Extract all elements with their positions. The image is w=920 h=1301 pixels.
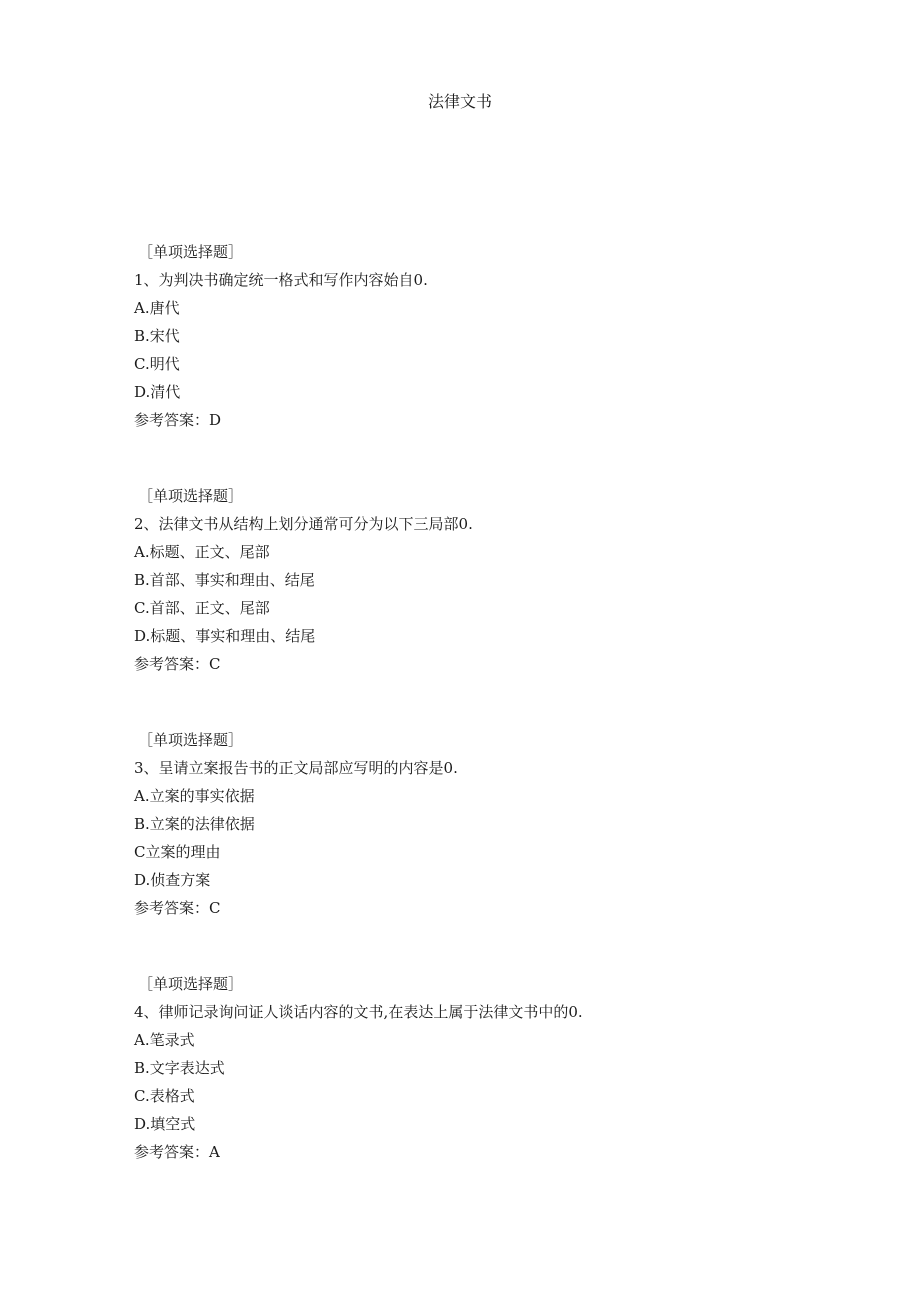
reference-answer: 参考答案：C	[134, 655, 221, 673]
question-type: ［单项选择题］	[138, 243, 244, 261]
option-a: A.唐代	[134, 299, 180, 317]
question-stem: 3、呈请立案报告书的正文局部应写明的内容是0.	[134, 759, 458, 777]
option-a: A.标题、正文、尾部	[134, 543, 270, 561]
option-c: C.表格式	[134, 1087, 195, 1105]
option-d: D.标题、事实和理由、结尾	[134, 627, 316, 645]
reference-answer: 参考答案：C	[134, 899, 221, 917]
document-title: 法律文书	[427, 92, 492, 111]
question-stem: 1、为判决书确定统一格式和写作内容始自0.	[134, 271, 428, 289]
option-c: C.明代	[134, 355, 180, 373]
option-d: D.清代	[134, 383, 181, 401]
option-a: A.笔录式	[134, 1031, 195, 1049]
question-type: ［单项选择题］	[138, 975, 244, 993]
reference-answer: 参考答案：D	[134, 411, 222, 429]
option-b: B.宋代	[134, 327, 180, 345]
question-block	[134, 726, 834, 922]
question-block	[134, 970, 834, 1166]
question-block	[134, 238, 834, 434]
option-a: A.立案的事实依据	[134, 787, 255, 805]
question-stem: 2、法律文书从结构上划分通常可分为以下三局部0.	[134, 515, 473, 533]
option-d: D.侦查方案	[134, 871, 211, 889]
option-b: B.首部、事实和理由、结尾	[134, 571, 315, 589]
option-c: C.首部、正文、尾部	[134, 599, 270, 617]
question-block	[134, 482, 834, 678]
option-b: B.文字表达式	[134, 1059, 225, 1077]
option-d: D.填空式	[134, 1115, 196, 1133]
option-c: C立案的理由	[134, 843, 221, 861]
question-type: ［单项选择题］	[138, 731, 244, 749]
reference-answer: 参考答案：A	[134, 1143, 220, 1161]
question-stem: 4、律师记录询问证人谈话内容的文书,在表达上属于法律文书中的0.	[134, 1003, 583, 1021]
question-type: ［单项选择题］	[138, 487, 244, 505]
option-b: B.立案的法律依据	[134, 815, 255, 833]
